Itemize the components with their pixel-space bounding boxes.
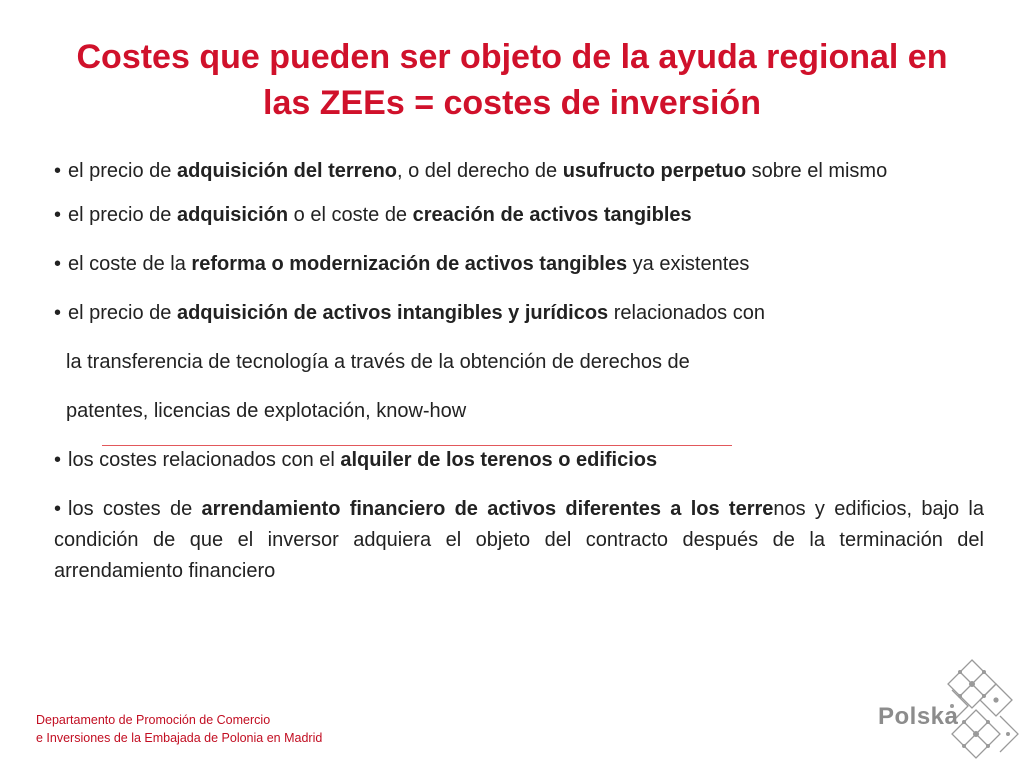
bullet-continuation-2: patentes, licencias de explotación, know-how bbox=[66, 400, 467, 422]
polska-logo-text: Polska bbox=[878, 703, 959, 730]
footer-department bbox=[36, 711, 322, 747]
bullet-dot-icon: • bbox=[54, 160, 62, 182]
red-underline-divider bbox=[102, 445, 732, 446]
footer-line-2: e Inversiones de la Embajada de Polonia en Madrid bbox=[36, 731, 323, 745]
bullet-continuation-1: la transferencia de tecnología a través de la obtención de derechos de bbox=[66, 351, 690, 373]
bullet-item-modernization: • el coste de la reforma o modernización de activos tangibles ya existentes bbox=[54, 249, 984, 279]
bullet-item-intangible-assets: • el precio de adquisición de activos intangibles y jurídicos relacionados con bbox=[54, 298, 984, 328]
bullet-item-rental: • los costes relacionados con el alquiler de los terenos o edificios bbox=[54, 445, 984, 475]
footer-line-1: Departamento de Promoción de Comercio bbox=[36, 713, 271, 727]
slide-title bbox=[30, 34, 994, 126]
bullet-list bbox=[54, 156, 984, 587]
bullet-dot-icon: • bbox=[54, 498, 62, 520]
bullet-dot-icon: • bbox=[54, 302, 62, 324]
bullet-dot-icon: • bbox=[54, 449, 62, 471]
bullet-item-leasing: • los costes de arrendamiento financiero de activos diferentes a los terrenos y edificios, bajo la condición de que el inversor adquiera el objeto del contracto después de la terminación del arrendamiento financiero bbox=[54, 494, 984, 587]
bullet-dot-icon: • bbox=[54, 253, 62, 275]
bullet-dot-icon: • bbox=[54, 204, 62, 226]
bullet-item-tangible-assets: • el precio de adquisición o el coste de creación de activos tangibles bbox=[54, 200, 984, 230]
title-line-2: las ZEEs = costes de inversión bbox=[263, 84, 761, 122]
bullet-item-land: • el precio de adquisición del terreno, o del derecho de usufructo perpetuo sobre el mismo bbox=[54, 156, 984, 186]
title-line-1: Costes que pueden ser objeto de la ayuda regional en bbox=[76, 38, 948, 76]
